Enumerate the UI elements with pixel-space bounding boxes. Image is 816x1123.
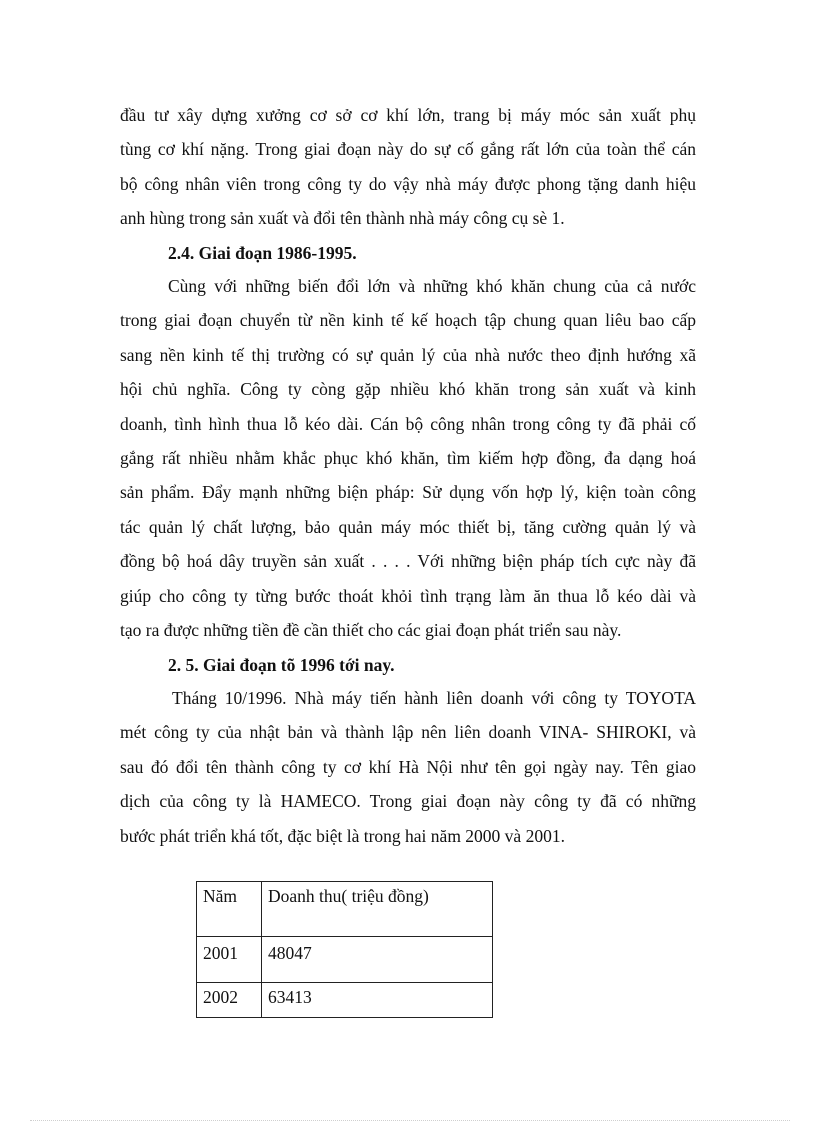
section-heading-2-4: 2.4. Giai đoạn 1986-1995.: [168, 243, 357, 263]
paragraph-1986-1995: [120, 269, 696, 647]
paragraph-1996-now: [120, 681, 696, 853]
cell-revenue: 48047: [262, 937, 493, 983]
table-row: [197, 937, 493, 983]
text-line: bộ công nhân viên trong công ty do vậy nhà máy được phong tặng danh hiệu: [120, 173, 696, 194]
cell-year: 2002: [197, 983, 262, 1018]
cell-revenue: 63413: [262, 983, 493, 1018]
text-line: sau đó đổi tên thành công ty cơ khí Hà Nội như tên gọi ngày nay. Tên giao: [120, 756, 696, 777]
text-line: đầu tư xây dựng xưởng cơ sở cơ khí lớn, trang bị máy móc sản xuất phụ: [120, 105, 696, 125]
text-line: trong giai đoạn chuyển từ nền kinh tế kế hoạch tập chung quan liêu bao cấp: [120, 310, 696, 331]
cell-year: 2001: [197, 937, 262, 983]
text-line: anh hùng trong sản xuất và đổi tên thành nhà máy công cụ sè 1.: [120, 208, 565, 229]
paragraph-intro: [120, 98, 696, 236]
table-header-row: [197, 882, 493, 937]
section-heading-2-5: 2. 5. Giai đoạn tõ 1996 tới nay.: [168, 655, 395, 675]
text-line: sang nền kinh tế thị trường có sự quản lý của nhà nước theo định hướng xã: [120, 344, 696, 365]
text-line: hội chủ nghĩa. Công ty còng gặp nhiều khó khăn trong sản xuất và kinh: [120, 379, 696, 400]
text-line: sản phẩm. Đẩy mạnh những biện pháp: Sử dụng vốn hợp lý, kiện toàn công: [120, 482, 696, 503]
text-line: đồng bộ hoá dây truyền sản xuất . . . . Với những biện pháp tích cực này đã: [120, 551, 696, 572]
table-row: [197, 983, 493, 1018]
text-line: giúp cho công ty từng bước thoát khỏi tình trạng làm ăn thua lỗ kéo dài và: [120, 585, 696, 606]
page-bottom-divider: [30, 1120, 790, 1121]
header-cell-year: Năm: [197, 882, 262, 937]
text-line: gắng rất nhiều nhằm khắc phục khó khăn, tìm kiếm hợp đồng, đa dạng hoá: [120, 448, 696, 469]
revenue-table: [196, 881, 493, 1018]
text-line: mét công ty của nhật bản và thành lập nên liên doanh VINA- SHIROKI, và: [120, 722, 696, 743]
text-line: bước phát triển khá tốt, đặc biệt là trong hai năm 2000 và 2001.: [120, 825, 565, 846]
text-line: Tháng 10/1996. Nhà máy tiến hành liên doanh với công ty TOYOTA: [172, 688, 696, 708]
text-line: tác quản lý chất lượng, bảo quản máy móc thiết bị, tăng cường quản lý và: [120, 516, 696, 537]
text-line: tùng cơ khí nặng. Trong giai đoạn này do sự cố gắng rất lớn của toàn thể cán: [120, 139, 696, 160]
header-cell-revenue: Doanh thu( triệu đồng): [262, 882, 493, 937]
text-line: doanh, tình hình thua lỗ kéo dài. Cán bộ công nhân trong công ty đã phải cố: [120, 413, 696, 434]
text-line: tạo ra được những tiền đề cần thiết cho các giai đoạn phát triển sau này.: [120, 620, 622, 641]
text-line: Cùng với những biến đổi lớn và những khó khăn chung của cả nước: [168, 276, 696, 296]
text-line: dịch của công ty là HAMECO. Trong giai đoạn này công ty đã có những: [120, 791, 696, 812]
